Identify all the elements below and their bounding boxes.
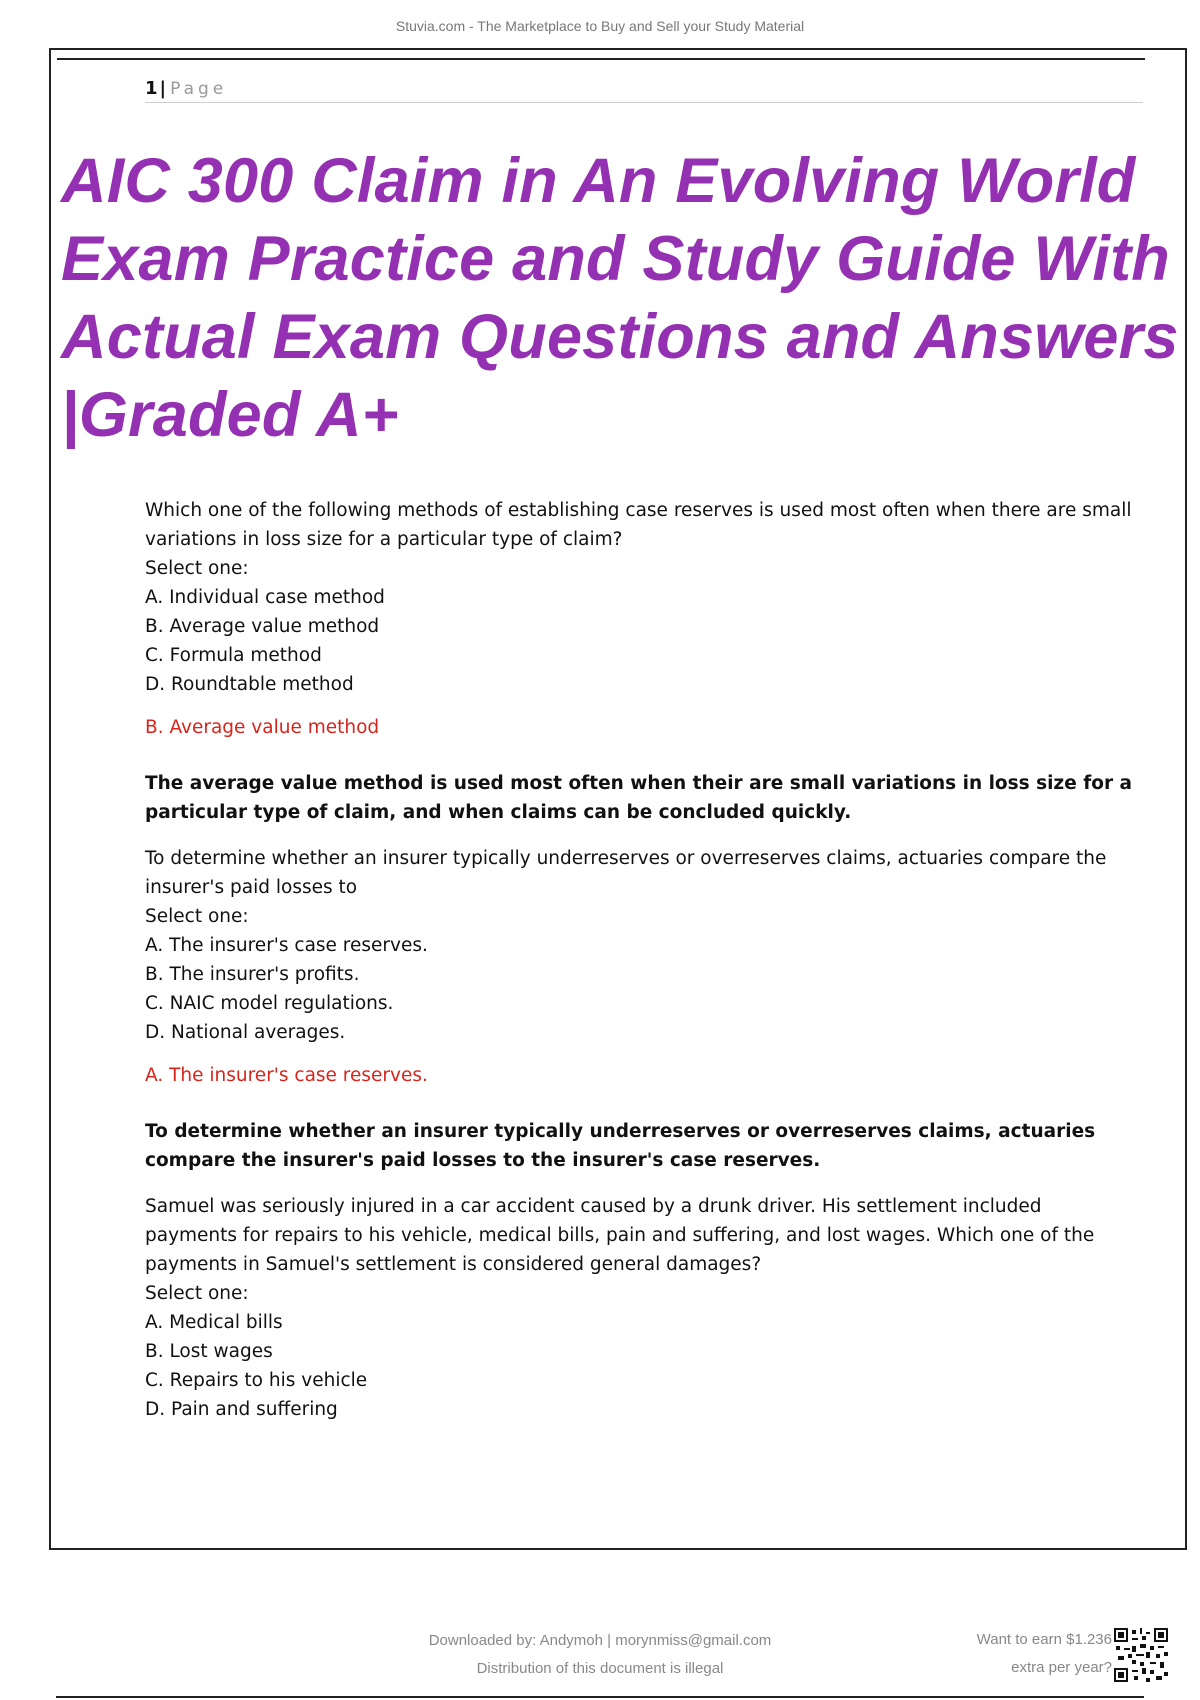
- earn-promo-line1: Want to earn $1.236: [976, 1631, 1112, 1648]
- downloaded-by-text: Downloaded by: Andymoh | morynmiss@gmail.com: [428, 1632, 772, 1649]
- page-number-separator: |: [159, 78, 167, 99]
- option-d: D. National averages.: [145, 1022, 346, 1043]
- option-a: A. The insurer's case reserves.: [145, 935, 428, 956]
- answer-explanation: To determine whether an insurer typically underreserves or overreserves claims, actuaries compare the insurer's paid losses to the insurer's case reserves.: [145, 1121, 1096, 1171]
- question-prompt: Select one:: [145, 558, 249, 579]
- distribution-notice: Distribution of this document is illegal: [476, 1660, 724, 1677]
- option-d: D. Roundtable method: [145, 674, 354, 695]
- option-a: A. Individual case method: [145, 587, 385, 608]
- question-3: [145, 1192, 1135, 1424]
- question-1: [145, 496, 1135, 827]
- option-d: D. Pain and suffering: [145, 1399, 338, 1420]
- question-prompt: Select one:: [145, 1283, 249, 1304]
- question-text: To determine whether an insurer typically underreserves or overreserves claims, actuaries compare the insurer's paid losses to: [145, 848, 1107, 898]
- option-a: A. Medical bills: [145, 1312, 283, 1333]
- question-text: Which one of the following methods of establishing case reserves is used most often when there are small variations in loss size for a particular type of claim?: [145, 500, 1132, 550]
- question-2: [145, 844, 1135, 1175]
- bottom-rule: [56, 1696, 1144, 1698]
- qr-code-icon[interactable]: [1114, 1628, 1168, 1682]
- option-c: C. Repairs to his vehicle: [145, 1370, 368, 1391]
- option-b: B. Lost wages: [145, 1341, 273, 1362]
- answer-explanation: The average value method is used most often when their are small variations in loss size for a particular type of claim, and when claims can be concluded quickly.: [145, 773, 1132, 823]
- option-b: B. The insurer's profits.: [145, 964, 360, 985]
- page-number-value: 1: [145, 78, 158, 99]
- correct-answer: A. The insurer's case reserves.: [145, 1065, 428, 1086]
- frame-top-rule: [57, 58, 1145, 60]
- site-banner: Stuvia.com - The Marketplace to Buy and Sell your Study Material: [395, 18, 805, 34]
- question-content: [145, 496, 1135, 1424]
- correct-answer: B. Average value method: [145, 717, 380, 738]
- page-frame: [49, 48, 1187, 1550]
- earn-promo[interactable]: [977, 1626, 1112, 1682]
- earn-promo-line2: extra per year?: [1011, 1659, 1112, 1676]
- page-number-word: Page: [170, 79, 228, 99]
- option-b: B. Average value method: [145, 616, 380, 637]
- option-c: C. Formula method: [145, 645, 322, 666]
- question-prompt: Select one:: [145, 906, 249, 927]
- option-c: C. NAIC model regulations.: [145, 993, 394, 1014]
- page-number-rule: [145, 102, 1143, 103]
- question-text: Samuel was seriously injured in a car accident caused by a drunk driver. His settlement included payments for repairs to his vehicle, medical bills, pain and suffering, and lost wages. Which one of the payments in Samuel's settlement is considered general damages?: [145, 1196, 1095, 1275]
- document-title: AIC 300 Claim in An Evolving World Exam Practice and Study Guide With Actual Exam Questions and Answers |Graded A+: [61, 146, 1179, 450]
- page-number: [145, 78, 227, 99]
